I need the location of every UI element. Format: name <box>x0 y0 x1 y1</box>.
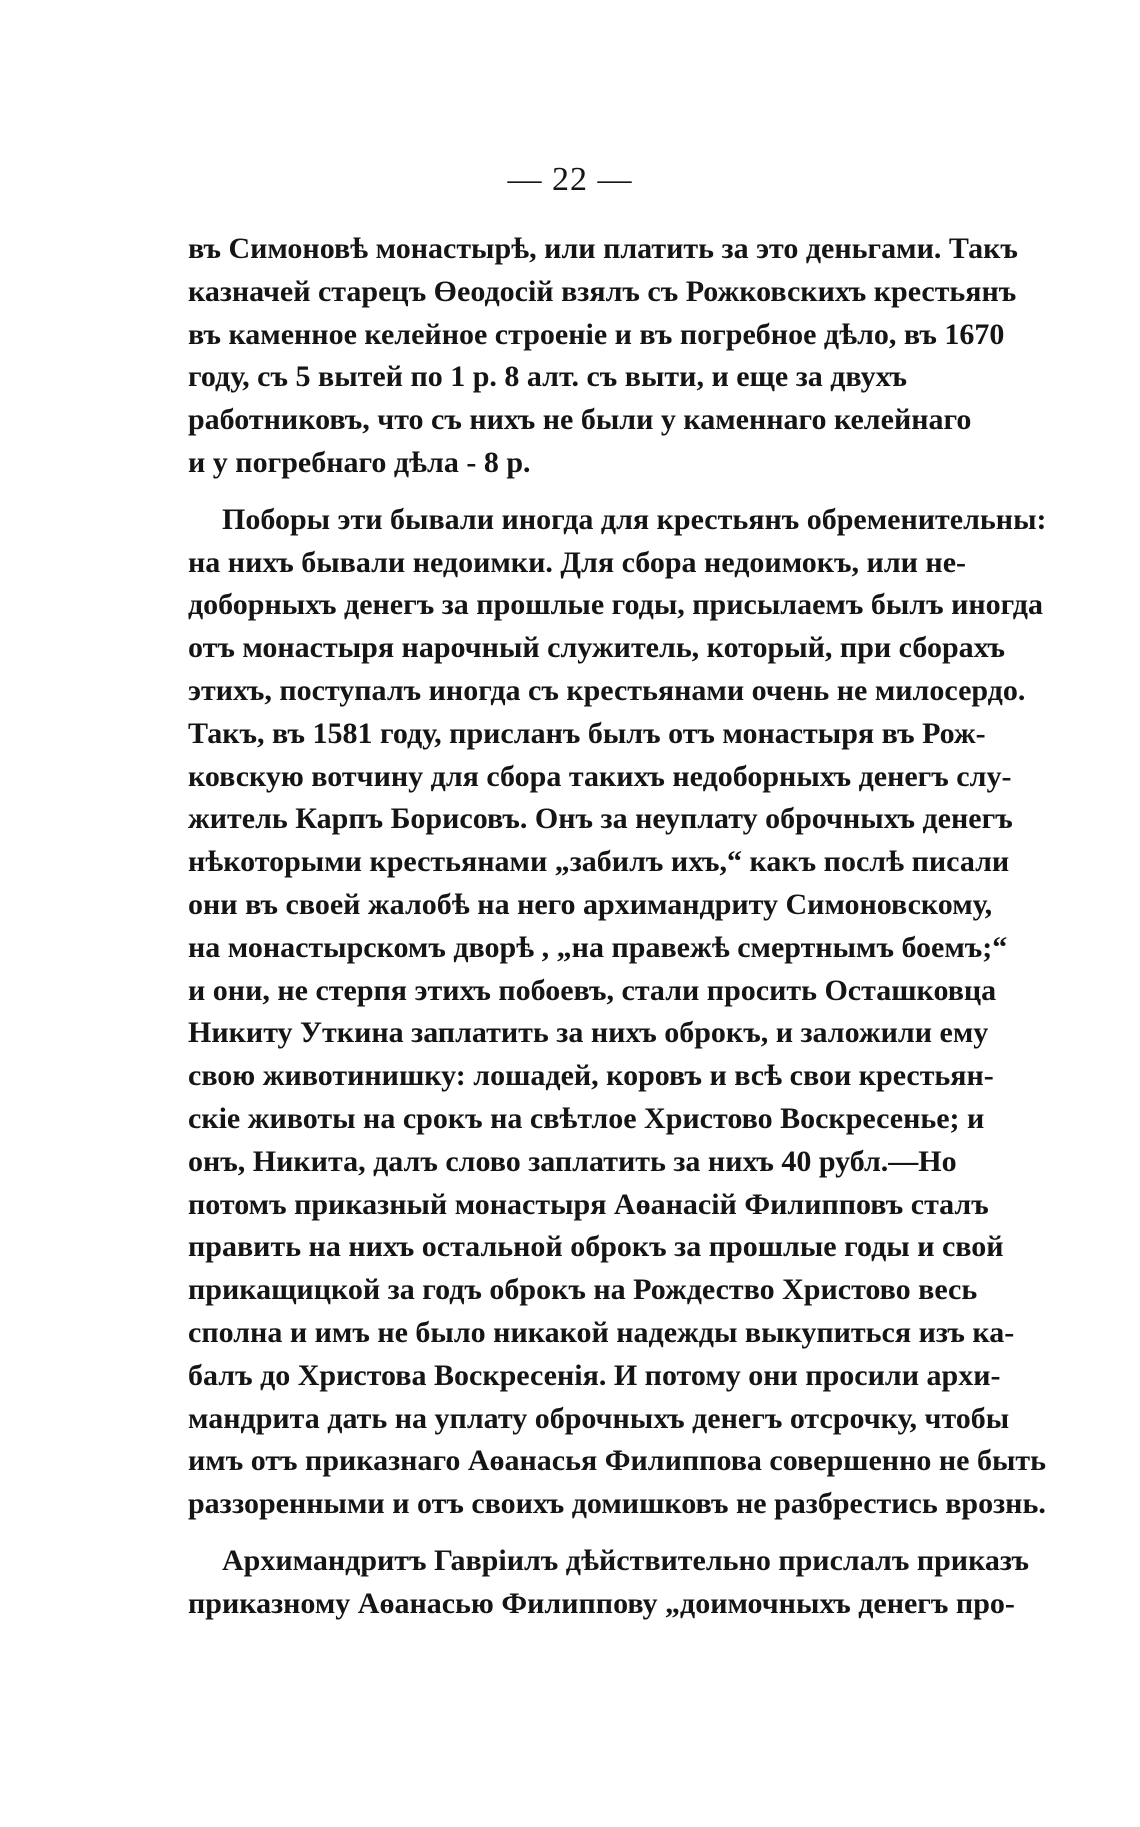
text-line: править на нихъ остальной оброкъ за прошлые годы и свой <box>188 1230 1004 1264</box>
text-line: въ Симоновѣ монастырѣ, или платить за это деньгами. Такъ <box>188 232 1018 265</box>
text-line: Архимандритъ Гавріилъ дѣйствительно прислалъ приказъ <box>222 1543 1029 1577</box>
text-line: на монастырскомъ дворѣ , „на правежѣ смертнымъ боемъ;“ <box>188 930 1008 964</box>
text-line: свою животинишку: лошадей, коровъ и всѣ свои крестьян- <box>188 1059 994 1093</box>
text-line: казначей старецъ Өеодосій взялъ съ Рожковскихъ крестьянъ <box>188 274 1017 308</box>
text-line: этихъ, поступалъ иногда съ крестьянами очень не милосердо. <box>188 673 1026 707</box>
text-line: Такъ, въ 1581 году, присланъ былъ отъ монастыря въ Рож- <box>188 716 986 750</box>
text-line: Никиту Уткина заплатить за нихъ оброкъ, и заложили ему <box>188 1016 989 1050</box>
body-text <box>188 228 1064 1626</box>
text-line: мандрита дать на уплату оброчныхъ денегъ отсрочку, чтобы <box>188 1401 1010 1435</box>
text-line: отъ монастыря нарочный служитель, который, при сборахъ <box>188 631 1005 665</box>
text-line: и у погребнаго дѣла - 8 р. <box>188 445 531 479</box>
paragraph-2 <box>188 499 1064 1526</box>
text-line: сполна и имъ не было никакой надежды выкупиться изъ ка- <box>188 1315 1015 1349</box>
text-line: нѣкоторыми крестьянами „забилъ ихъ,“ какъ послѣ писали <box>188 845 1010 879</box>
paragraph-1 <box>188 228 1064 485</box>
text-line: онъ, Никита, далъ слово заплатить за нихъ 40 рубл.—Но <box>188 1144 957 1178</box>
text-line: работниковъ, что съ нихъ не были у каменнаго келейнаго <box>188 403 972 437</box>
text-line: году, съ 5 вытей по 1 р. 8 алт. съ выти, и еще за двухъ <box>188 360 907 394</box>
text-line: на нихъ бывали недоимки. Для сбора недоимокъ, или не- <box>188 545 967 579</box>
paragraph-gap <box>188 485 1064 499</box>
text-line: доборныхъ денегъ за прошлые годы, присылаемъ былъ иногда <box>188 588 1043 622</box>
page-number: — 22 — <box>507 161 633 198</box>
text-line: приказному Аөанасью Филиппову „доимочныхъ денегъ про- <box>188 1586 1015 1620</box>
text-line: ковскую вотчину для сбора такихъ недоборныхъ денегъ слу- <box>188 759 1012 793</box>
text-line: имъ отъ приказнаго Аөанасья Филиппова совершенно не быть <box>188 1444 1047 1478</box>
text-line: житель Карпъ Борисовъ. Онъ за неуплату оброчныхъ денегъ <box>188 802 1013 836</box>
text-line: Поборы эти бывали иногда для крестьянъ обременительны: <box>222 502 1047 536</box>
text-line: и они, не стерпя этихъ побоевъ, стали просить Осташковца <box>188 973 997 1007</box>
text-line: скіе животы на срокъ на свѣтлое Христово Воскресенье; и <box>188 1101 985 1135</box>
paragraph-3 <box>188 1540 1064 1626</box>
text-line: балъ до Христова Воскресенія. И потому они просили архи- <box>188 1358 1001 1392</box>
text-line: потомъ приказный монастыря Аөанасій Филипповъ сталъ <box>188 1187 989 1221</box>
paragraph-gap <box>188 1526 1064 1540</box>
text-line: раззоренными и отъ своихъ домишковъ не разбрестись врознь. <box>188 1487 1046 1521</box>
text-line: прикащицкой за годъ оброкъ на Рождество Христово весь <box>188 1273 978 1307</box>
text-line: они въ своей жалобѣ на него архимандриту Симоновскому, <box>188 887 993 921</box>
text-line: въ каменное келейное строеніе и въ погребное дѣло, въ 1670 <box>188 317 1005 351</box>
